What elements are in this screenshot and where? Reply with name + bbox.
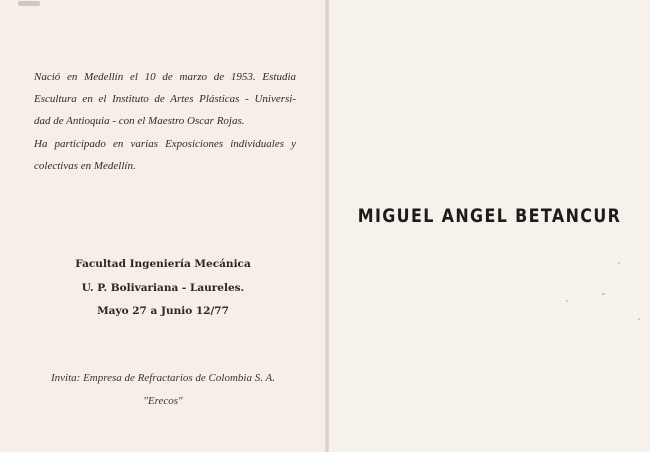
paper-speck bbox=[638, 318, 640, 320]
artist-bio bbox=[34, 66, 296, 177]
paper-speck bbox=[602, 293, 605, 295]
invitation-line: "Erecos" bbox=[143, 395, 183, 407]
bio-line: dad de Antioquia - con el Maestro Oscar Rojas. bbox=[34, 115, 245, 128]
venue-block bbox=[0, 253, 326, 324]
bio-line: Escultura en el Instituto de Artes Plásticas - Universi- bbox=[34, 93, 296, 106]
artist-name: MIGUEL ANGEL BETANCUR bbox=[357, 206, 622, 227]
bio-line: Nació en Medellín el 10 de marzo de 1953. Estudia bbox=[34, 71, 296, 83]
venue-line: U. P. Bolivariana - Laureles. bbox=[81, 281, 245, 294]
paper-speck bbox=[566, 300, 568, 302]
invitation-line: Invita: Empresa de Refractarios de Colombia S. A. bbox=[51, 372, 275, 384]
corner-mark bbox=[18, 1, 40, 6]
paper-speck bbox=[618, 262, 620, 264]
exhibition-dates: Mayo 27 a Junio 12/77 bbox=[97, 305, 229, 317]
bio-line: Ha participado en varias Exposiciones individuales y bbox=[34, 137, 296, 150]
bio-line: colectivas en Medellín. bbox=[34, 159, 136, 172]
invitation-block bbox=[0, 367, 326, 413]
venue-line: Facultad Ingeniería Mecánica bbox=[75, 258, 251, 270]
